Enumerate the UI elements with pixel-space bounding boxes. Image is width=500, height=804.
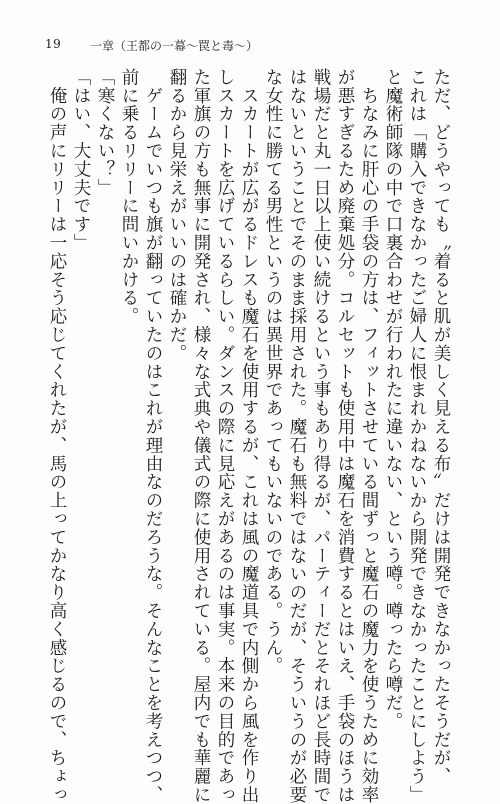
text-column: 「寒くない？」 <box>95 68 115 197</box>
text-column: 戦場だと丸一日以上使い続けるという事もあり得るが、パーティーだとそれほど長時間で <box>311 68 331 804</box>
text-column: スカートが広がるドレスも魔石を使用するが、これは風の魔道具で内側から風を作り出 <box>239 68 259 804</box>
body-text <box>0 68 500 804</box>
text-column: ゲームでいつも旗が翻っていたのはこれが理由なのだろうな。そんなことを考えつつ、 <box>143 68 163 804</box>
text-column: 翻るから見栄えがいいのは確かだ。 <box>167 68 187 363</box>
text-column: が悪すぎるため廃棄処分。コルセットも使用中は魔石を消費するとはいえ、手袋のほうは <box>335 68 355 804</box>
text-column: 「はい、大丈夫です」 <box>71 68 91 252</box>
text-column: ちなみに肝心の手袋の方は、フィットさせている間ずっと魔石の魔力を使うために効率 <box>359 68 379 804</box>
text-column: しスカートを広げているらしい。ダンスの際に見応えがあるのは事実。本来の目的であっ <box>215 68 235 804</box>
text-column: と魔術師隊の中で口裏合わせが行われたに違いない、という噂。噂ったら噂だ。 <box>383 68 403 731</box>
text-column: これは「購入できなかったご婦人に恨まれかねないから開発できなかったことにしよう」 <box>407 68 427 804</box>
text-column: な女性に勝てる男性というのは異世界であってもいないのである。うん。 <box>263 68 283 676</box>
text-column: 俺の声にリリーは一応そう応じてくれたが、馬の上ってかなり高く感じるので、ちょっ <box>47 68 67 804</box>
text-column: 前に乗るリリーに問いかける。 <box>119 68 139 326</box>
page-number: 19 <box>45 37 62 51</box>
text-column: ただ、どうやっても〝着ると肌が美しく見える布〟だけは開発できなかったそうだが、 <box>431 68 451 786</box>
chapter-header: 一章（王都の一幕〜罠と毒〜） <box>90 39 259 53</box>
text-column: た軍旗の方も無事に開発され、様々な式典や儀式の際に使用されている。屋内でも華麗に <box>191 68 211 804</box>
text-column: はないということでそのまま採用された。魔石も無料ではないのだが、そういうのが必要 <box>287 68 307 804</box>
